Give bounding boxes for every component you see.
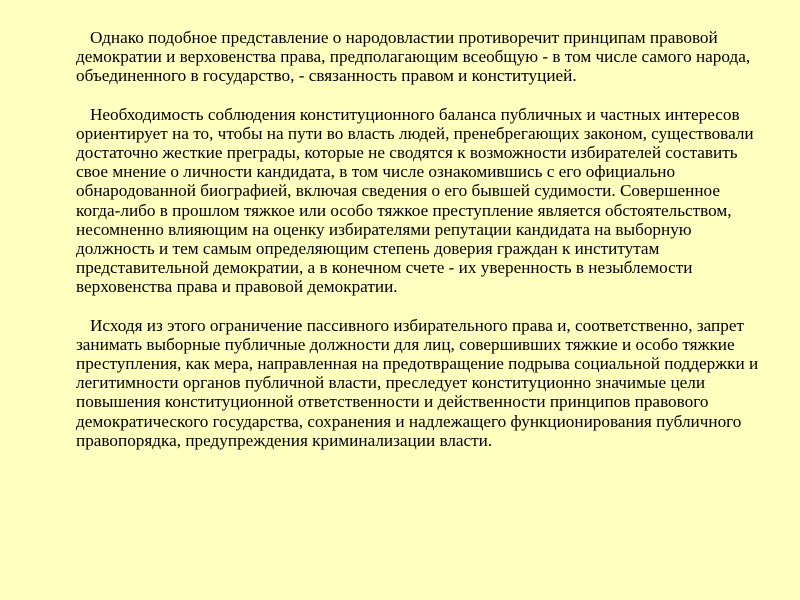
text-block: [76, 28, 766, 450]
paragraph-2: Необходимость соблюдения конституционного баланса публичных и частных интересов ориентирует на то, чтобы на пути во власть людей, пренебрегающих законом, существовали достаточно жесткие преграды, которые не сводятся к возможности избирателей составить свое мнение о личности кандидата, в том числе ознакомившись с его официально обнародованной биографией, включая сведения о его бывшей судимости. Совершенное когда-либо в прошлом тяжкое или особо тяжкое преступление является обстоятельством, несомненно влияющим на оценку избирателями репутации кандидата на выборную должность и тем самым определяющим степень доверия граждан к институтам представительной демократии, а в конечном счете - их уверенность в незыблемости верховенства права и правовой демократии.: [76, 104, 754, 297]
paragraph-3: Исходя из этого ограничение пассивного избирательного права и, соответственно, запрет занимать выборные публичные должности для лиц, совершивших тяжкие и особо тяжкие преступления, как мера, направленная на предотвращение подрыва социальной поддержки и легитимности органов публичной власти, преследует конституционно значимые цели повышения конституционной ответственности и действенности принципов правового демократического государства, сохранения и надлежащего функционирования публичного правопорядка, предупреждения криминализации власти.: [76, 315, 759, 450]
paragraph-1: Однако подобное представление о народовластии противоречит принципам правовой демократии и верховенства права, предполагающим всеобщую - в том числе самого народа, объединенного в государство, - связанность правом и конституцией.: [76, 28, 751, 86]
